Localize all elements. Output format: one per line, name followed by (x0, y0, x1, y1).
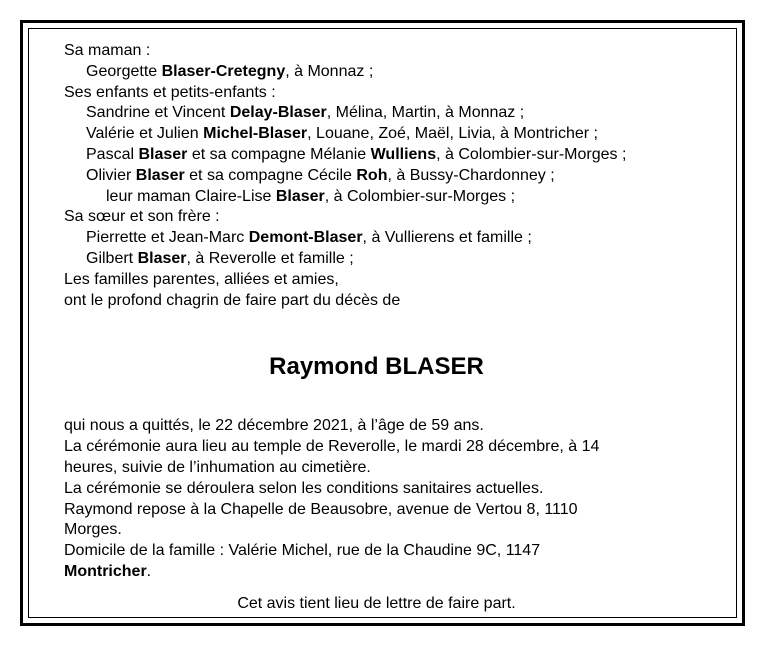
mother-surname: Blaser-Cretegny (161, 62, 286, 80)
grandchildren-mother-location: , à Colombier-sur-Morges ; (324, 187, 516, 205)
child-details: , Louane, Zoé, Maël, Livia, à Montricher ; (307, 125, 598, 143)
child-line-1 (64, 103, 704, 124)
sibling-line-1 (64, 228, 704, 249)
sibling-surname: Demont-Blaser (248, 229, 363, 247)
sibling-details: , à Reverolle et famille ; (186, 249, 354, 267)
mother-line (64, 62, 704, 83)
partner-surname: Wulliens (370, 145, 437, 163)
child-details: , Mélina, Martin, à Monnaz ; (326, 104, 525, 122)
domicile-town: Montricher (64, 562, 147, 580)
grandchildren-mother-surname: Blaser (275, 187, 325, 205)
sibling-line-2 (64, 249, 704, 270)
partner-surname: Roh (356, 166, 388, 184)
sanitary-line: La cérémonie se déroulera selon les conditions sanitaires actuelles. (64, 479, 544, 497)
relatives-line: Les familles parentes, alliées et amies, (64, 270, 339, 288)
ceremony-line-2: heures, suivie de l’inhumation au cimetière. (64, 458, 371, 476)
mother-location: , à Monnaz ; (285, 62, 374, 80)
child-surname: Blaser (135, 166, 185, 184)
child-details: , à Bussy-Chardonney ; (387, 166, 555, 184)
domicile-period: . (146, 562, 152, 580)
child-surname: Michel-Blaser (203, 125, 308, 143)
child-line-2 (64, 124, 704, 145)
sibling-details: , à Vullierens et famille ; (362, 229, 532, 247)
rests-line-2: Morges. (64, 521, 122, 539)
sibling-surname: Blaser (137, 249, 187, 267)
mother-heading: Sa maman : (64, 42, 151, 59)
child-surname: Delay-Blaser (229, 104, 327, 122)
child-names: Pascal (86, 145, 139, 163)
children-heading: Ses enfants et petits-enfants : (64, 83, 276, 101)
siblings-heading: Sa sœur et son frère : (64, 208, 220, 226)
closing-line: Cet avis tient lieu de lettre de faire part. (237, 595, 516, 612)
deceased-name: Raymond BLASER (269, 353, 484, 381)
partner-names: et sa compagne Cécile (184, 166, 357, 184)
child-details: , à Colombier-sur-Morges ; (436, 145, 627, 163)
ceremony-line-1: La cérémonie aura lieu au temple de Reverolle, le mardi 28 décembre, à 14 (64, 438, 600, 456)
passed-line: qui nous a quittés, le 22 décembre 2021, à l’âge de 59 ans. (64, 417, 484, 435)
grandchildren-mother-line (64, 187, 704, 208)
mother-name: Georgette (86, 62, 162, 80)
child-names: Valérie et Julien (86, 125, 204, 143)
announcement-line: ont le profond chagrin de faire part du décès de (64, 291, 401, 309)
child-line-4 (64, 166, 704, 187)
child-surname: Blaser (138, 145, 188, 163)
partner-names: et sa compagne Mélanie (187, 145, 371, 163)
sibling-names: Gilbert (86, 249, 138, 267)
grandchildren-mother-name: leur maman Claire-Lise (106, 187, 276, 205)
child-names: Sandrine et Vincent (86, 104, 230, 122)
rests-line-1: Raymond repose à la Chapelle de Beausobre, avenue de Vertou 8, 1110 (64, 500, 578, 518)
obituary-notice (64, 41, 704, 583)
child-names: Olivier (86, 166, 136, 184)
child-line-3 (64, 145, 704, 166)
domicile-line-1: Domicile de la famille : Valérie Michel, rue de la Chaudine 9C, 1147 (64, 542, 541, 560)
sibling-names: Pierrette et Jean-Marc (86, 229, 249, 247)
domicile-line-2 (64, 562, 704, 583)
